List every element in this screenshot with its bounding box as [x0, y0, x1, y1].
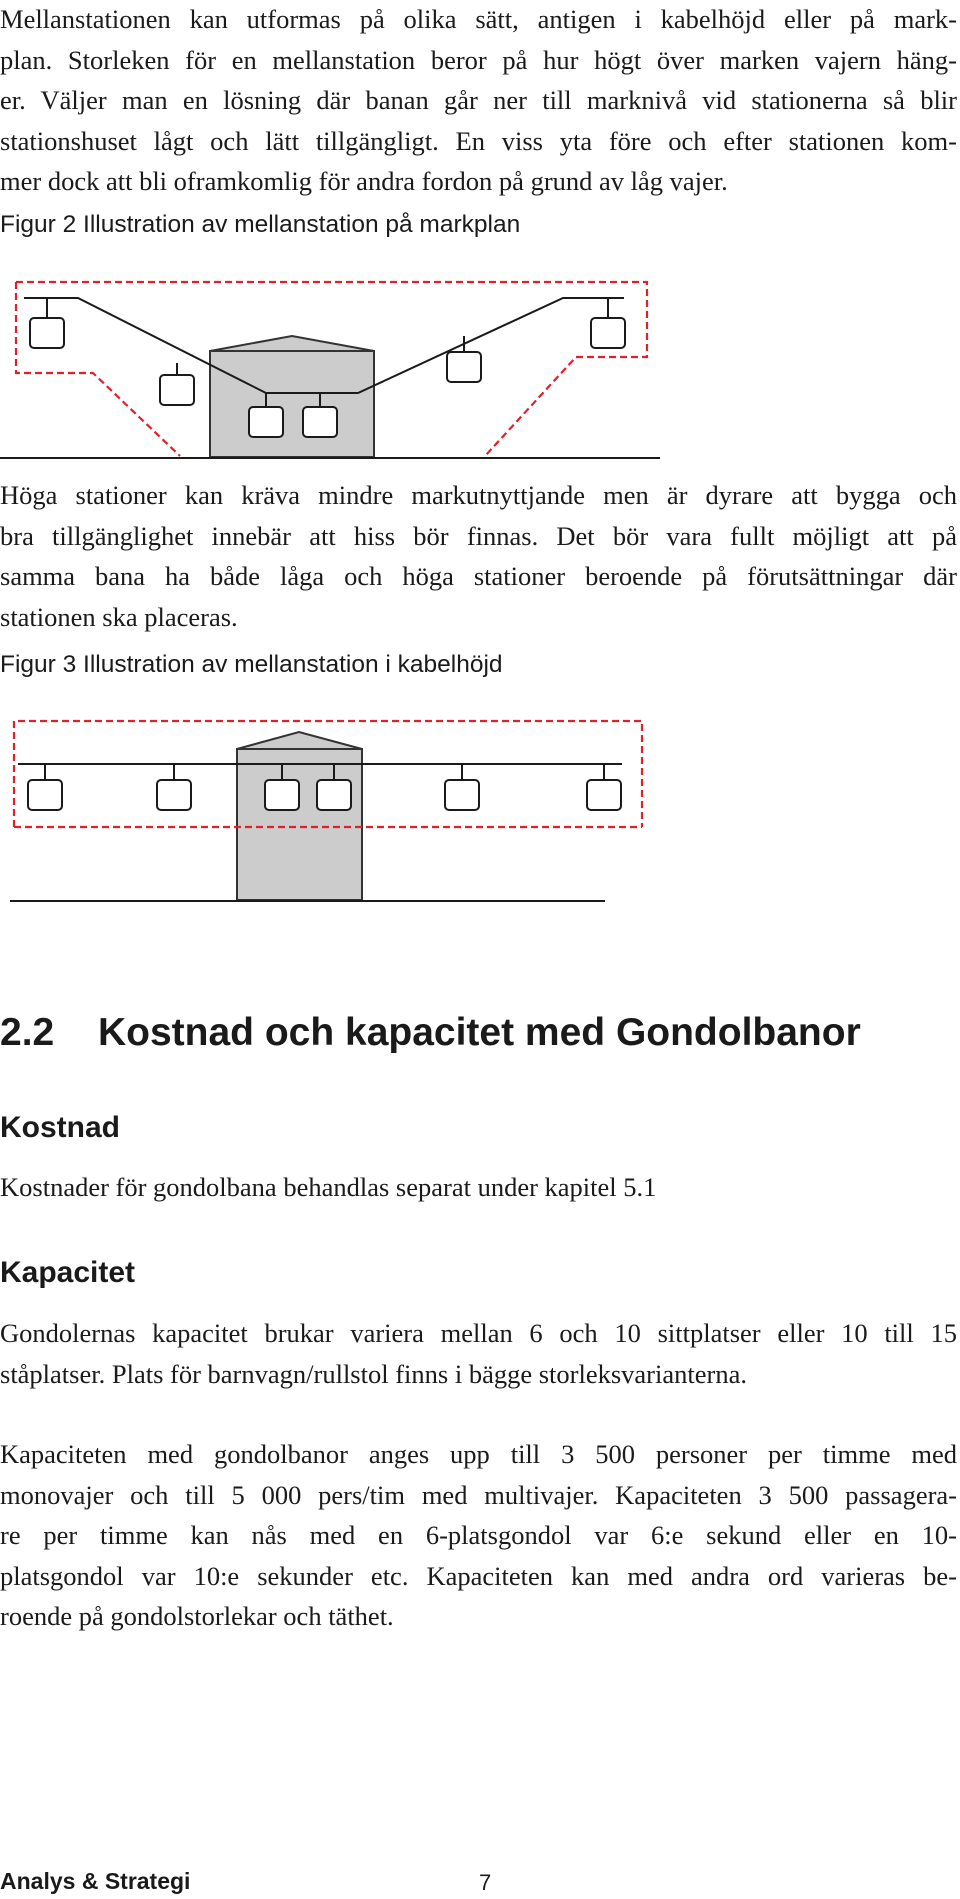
text-line: re per timme kan nås med en 6-platsgondol var 6:e sekund eller en 10- — [0, 1520, 957, 1550]
text-line: stationshuset lågt och lätt tillgängligt. En viss yta före och efter stationen kom- — [0, 125, 957, 156]
footer-organization: Analys & Strategi — [0, 1868, 191, 1894]
text-line: Kapaciteten med gondolbanor anges upp till 3 500 personer per timme med — [0, 1439, 957, 1469]
text-line: Mellanstationen kan utformas på olika sätt, antigen i kabelhöjd eller på mark- — [0, 4, 957, 34]
section-heading — [0, 1008, 861, 1058]
station-roof — [237, 732, 362, 749]
kostnad-heading: Kostnad — [0, 1111, 120, 1144]
station-building — [210, 351, 374, 457]
gondola — [303, 407, 337, 437]
text-line: mer dock att bli oframkomlig för andra fordon på grund av låg vajer. — [0, 166, 728, 196]
figure-2-ground-station-illustration — [0, 270, 660, 470]
kapacitet-paragraph-2 — [0, 1434, 957, 1637]
text-line: er. Väljer man en lösning där banan går ner till marknivå vid stationerna så blir — [0, 85, 957, 115]
section-title: Kostnad och kapacitet med Gondolbanor — [98, 1011, 861, 1054]
station-tower — [237, 749, 362, 900]
text-line: samma bana ha både låga och höga stationer beroende på förutsättningar där — [0, 561, 957, 591]
text-line: Höga stationer kan kräva mindre markutnyttjande men är dyrare att bygga och — [0, 480, 957, 510]
gondola — [591, 318, 625, 348]
figure-2-caption: Figur 2 Illustration av mellanstation på markplan — [0, 211, 521, 238]
station-roof — [210, 336, 374, 351]
gondola — [28, 780, 62, 810]
figure-3-elevated-station-illustration — [0, 710, 660, 920]
text-line: plan. Storleken för en mellanstation beror på hur högt över marken vajern häng- — [0, 44, 957, 75]
gondola — [447, 352, 481, 382]
text-line: roende på gondolstorlekar och täthet. — [0, 1601, 394, 1631]
page-number: 7 — [479, 1870, 492, 1895]
gondola — [265, 780, 299, 810]
high-stations-paragraph — [0, 475, 957, 637]
kostnad-paragraph — [0, 1167, 957, 1208]
intro-paragraph — [0, 0, 957, 202]
figure-3-caption: Figur 3 Illustration av mellanstation i kabelhöjd — [0, 651, 503, 678]
text-line: stationen ska placeras. — [0, 601, 238, 632]
gondola — [157, 780, 191, 810]
gondola — [317, 780, 351, 810]
gondola — [30, 318, 64, 348]
text-line: ståplatser. Plats för barnvagn/rullstol finns i bägge storleksvarianterna. — [0, 1358, 747, 1389]
text-line: Kostnader för gondolbana behandlas separat under kapitel 5.1 — [0, 1172, 657, 1202]
text-line: bra tillgänglighet innebär att hiss bör finnas. Det bör vara fullt möjligt att på — [0, 520, 957, 551]
text-line: Gondolernas kapacitet brukar variera mellan 6 och 10 sittplatser eller 10 till 15 — [0, 1318, 957, 1348]
text-line: monovajer och till 5 000 pers/tim med multivajer. Kapaciteten 3 500 passagera- — [0, 1479, 957, 1510]
kapacitet-paragraph-1 — [0, 1313, 957, 1394]
gondola — [587, 780, 621, 810]
text-line: platsgondol var 10:e sekunder etc. Kapaciteten kan med andra ord varieras be- — [0, 1560, 957, 1591]
gondola — [445, 780, 479, 810]
gondola — [160, 375, 194, 405]
section-number: 2.2 — [0, 1011, 55, 1054]
gondola — [249, 407, 283, 437]
kapacitet-heading: Kapacitet — [0, 1256, 136, 1289]
